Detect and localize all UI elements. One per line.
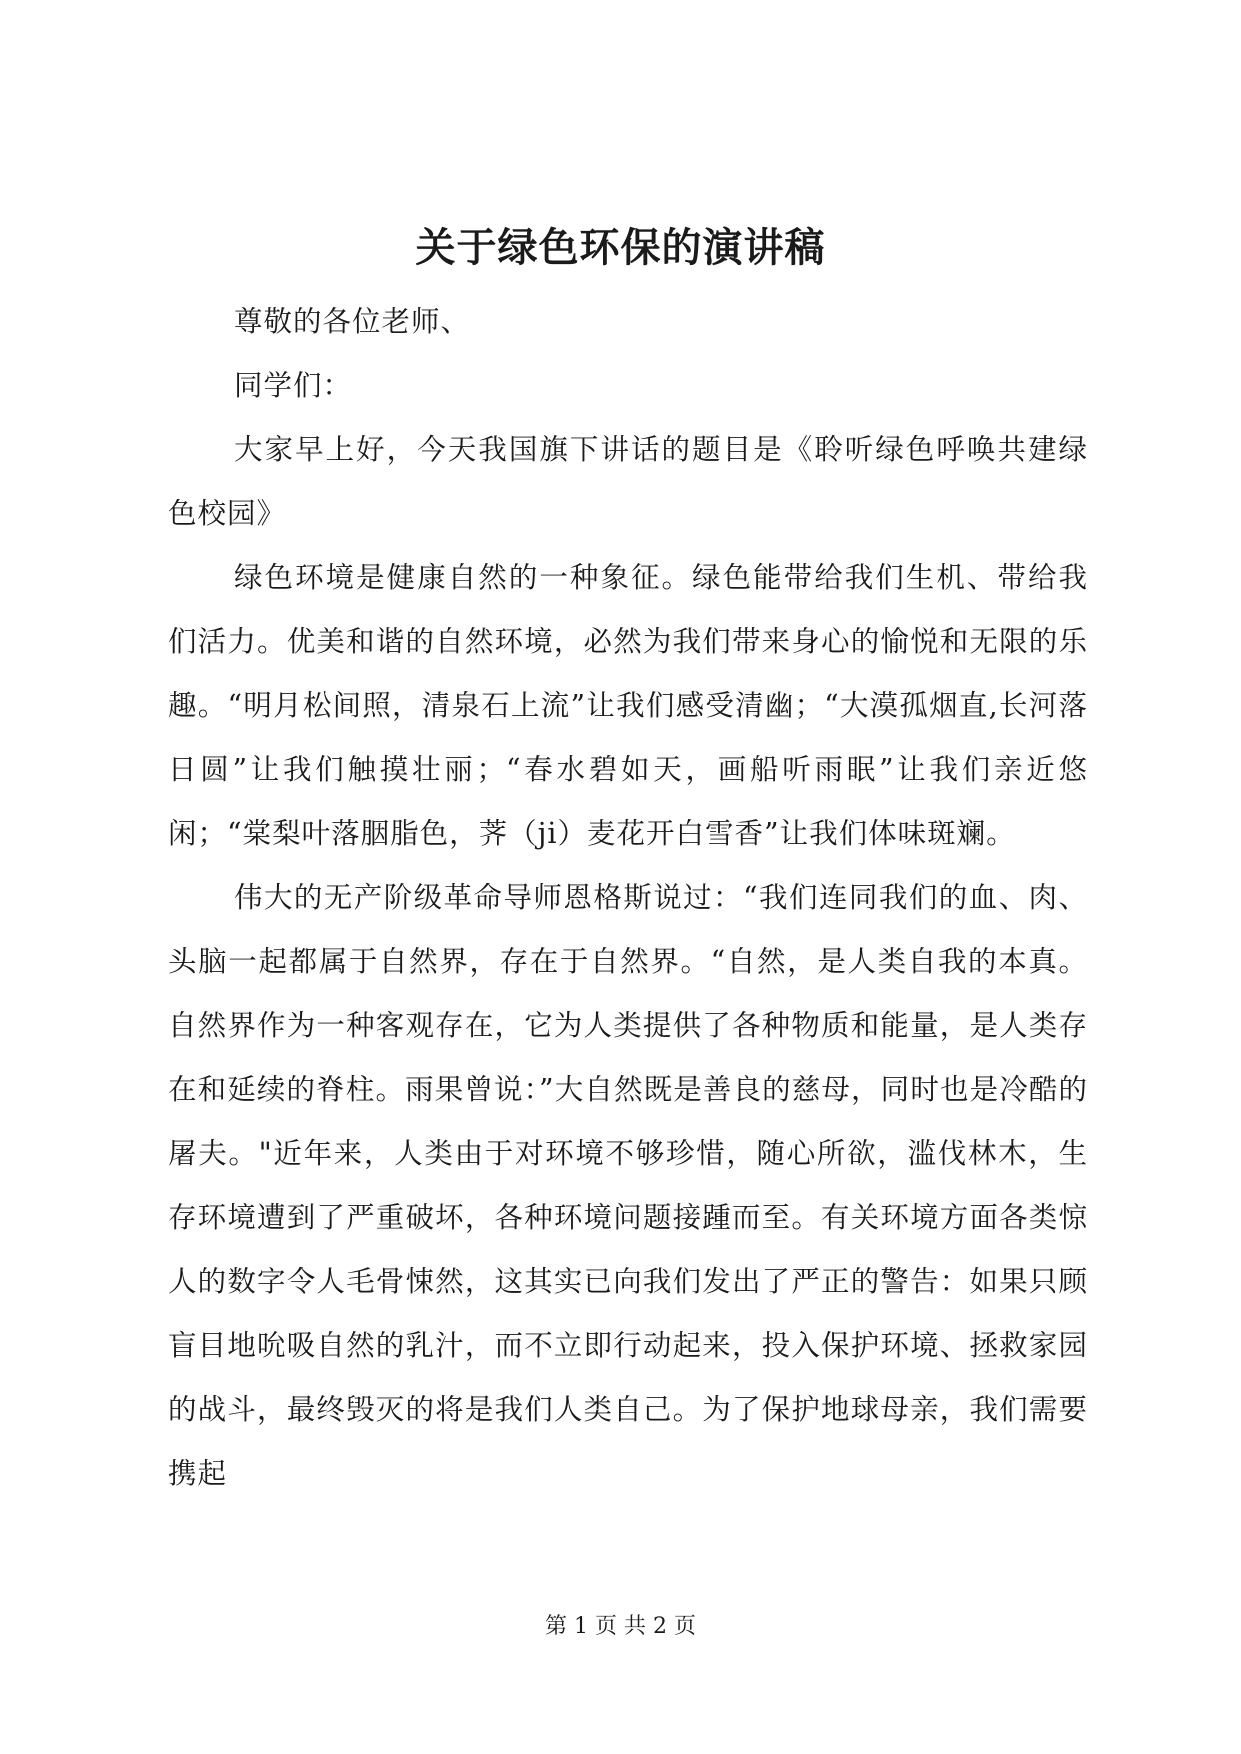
document-title: 关于绿色环保的演讲稿: [415, 224, 826, 271]
page-footer: 第 1 页 共 2 页: [545, 1614, 696, 1639]
paragraph-salutation: 尊敬的各位老师、: [234, 305, 471, 338]
paragraph-greeting: 同学们：: [234, 369, 353, 402]
paragraph-green-environment: 绿色环境是健康自然的一种象征。绿色能带给我们生机、带给我们活力。优美和谐的自然环境，必然为我们带来身心的愉悦和无限的乐趣。“明月松间照，清泉石上流”让我们感受清幽；“大漠孤烟直,长河落日圆”让我们触摸壮丽；“春水碧如天，画船听雨眠”让我们亲近悠闲；“棠梨叶落胭脂色，荠（ji）麦花开白雪香”让我们体味斑斓。: [168, 561, 1088, 850]
paragraph-topic: 大家早上好，今天我国旗下讲话的题目是《聆听绿色呼唤共建绿色校园》: [168, 433, 1088, 530]
document-body: [168, 290, 1088, 1506]
paragraph-engels-quote: 伟大的无产阶级革命导师恩格斯说过：“我们连同我们的血、肉、头脑一起都属于自然界，存在于自然界。“自然，是人类自我的本真。自然界作为一种客观存在，它为人类提供了各种物质和能量，是人类存在和延续的脊柱。雨果曾说：”大自然既是善良的慈母，同时也是冷酷的屠夫。"近年来，人类由于对环境不够珍惜，随心所欲，滥伐林木，生存环境遭到了严重破坏，各种环境问题接踵而至。有关环境方面各类惊人的数字令人毛骨悚然，这其实已向我们发出了严正的警告：如果只顾盲目地吮吸自然的乳汁，而不立即行动起来，投入保护环境、拯救家园的战斗，最终毁灭的将是我们人类自己。为了保护地球母亲，我们需要携起: [168, 881, 1088, 1490]
